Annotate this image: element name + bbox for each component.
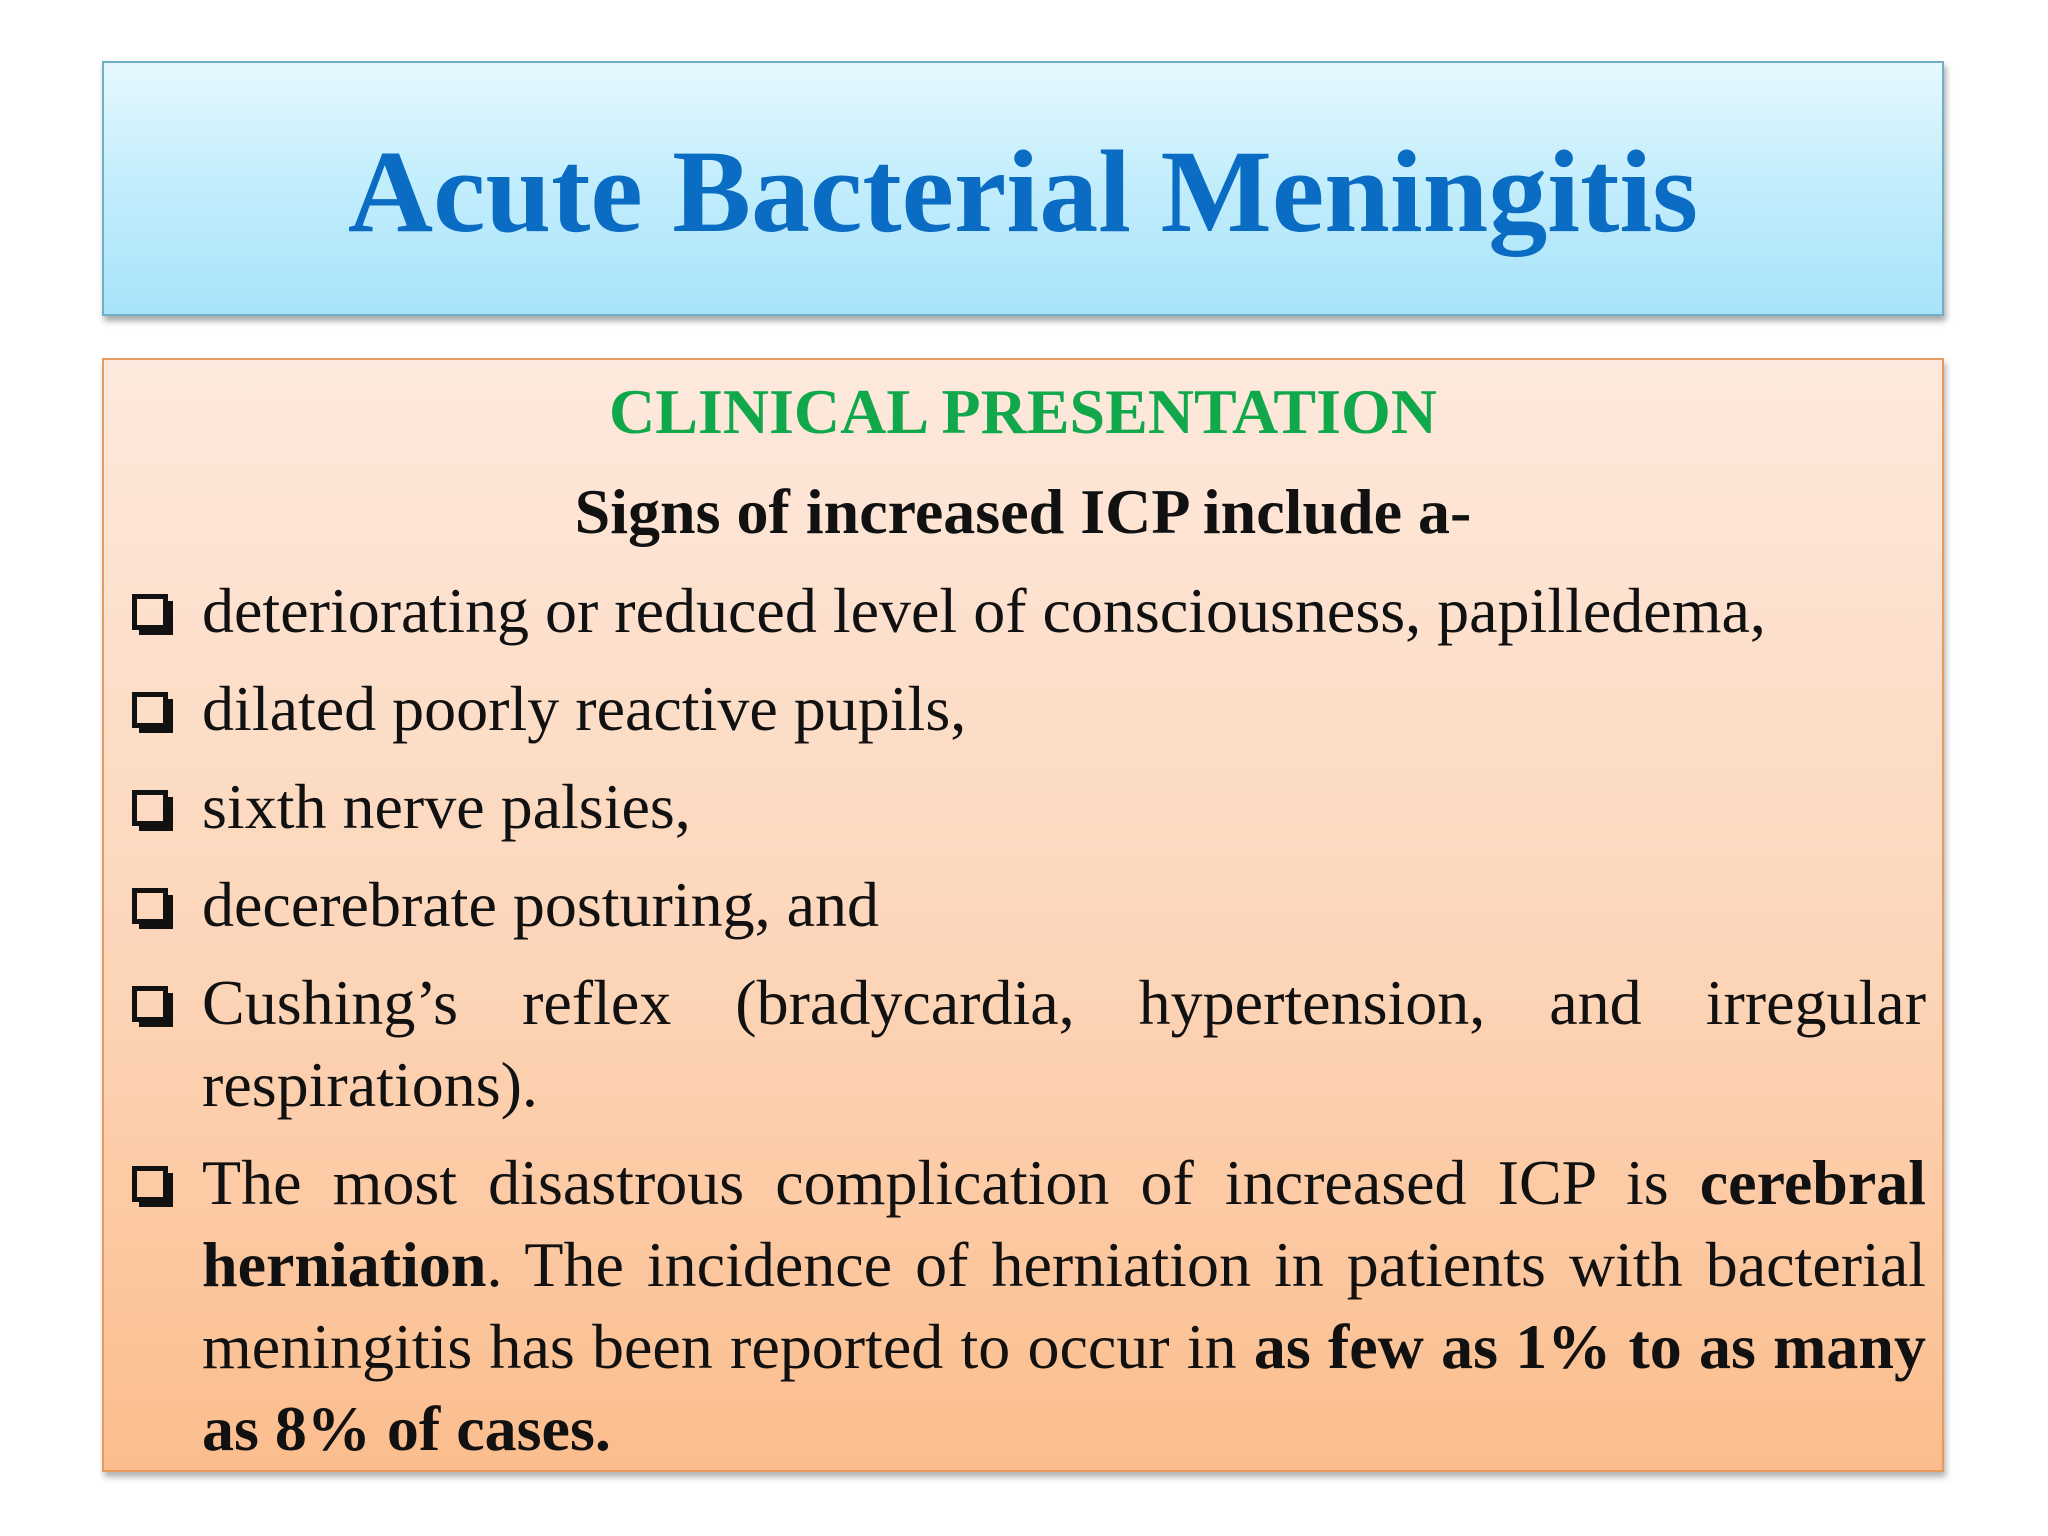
- slide-title: Acute Bacterial Meningitis: [347, 125, 1699, 257]
- bullet-emphasis: cerebral herniation: [202, 1147, 1926, 1300]
- bullet-item: [126, 668, 1926, 750]
- bullet-item: [126, 962, 1926, 1126]
- checkbox-square-icon: [132, 790, 168, 826]
- title-banner: [102, 61, 1944, 316]
- bullet-text: sixth nerve palsies,: [202, 771, 691, 842]
- checkbox-square-icon: [132, 888, 168, 924]
- checkbox-square-icon: [132, 1166, 168, 1202]
- bullet-item: [126, 766, 1926, 848]
- bullet-text: Cushing’s reflex (bradycardia, hypertension, and irregular respirations).: [202, 967, 1926, 1120]
- bullet-item: [126, 570, 1926, 652]
- content-panel: [102, 358, 1944, 1472]
- bullet-text: deteriorating or reduced level of consciousness, papilledema,: [202, 575, 1766, 646]
- section-heading: CLINICAL PRESENTATION: [608, 376, 1438, 447]
- bullet-text-part: The most disastrous complication of increased ICP is: [202, 1147, 1700, 1218]
- bullet-emphasis: as few as 1% to as many as 8% of cases.: [202, 1311, 1927, 1464]
- checkbox-square-icon: [132, 986, 168, 1022]
- bullet-text: dilated poorly reactive pupils,: [202, 673, 967, 744]
- bullet-list: [126, 570, 1926, 1486]
- bullet-text: decerebrate posturing, and: [202, 869, 880, 940]
- sub-heading: Signs of increased ICP include a-: [574, 476, 1472, 547]
- checkbox-square-icon: [132, 594, 168, 630]
- bullet-text-part: . The incidence of herniation in patients with bacterial meningitis has been reported to occur in: [202, 1229, 1926, 1382]
- bullet-item: [126, 864, 1926, 946]
- checkbox-square-icon: [132, 692, 168, 728]
- bullet-item: [126, 1142, 1926, 1470]
